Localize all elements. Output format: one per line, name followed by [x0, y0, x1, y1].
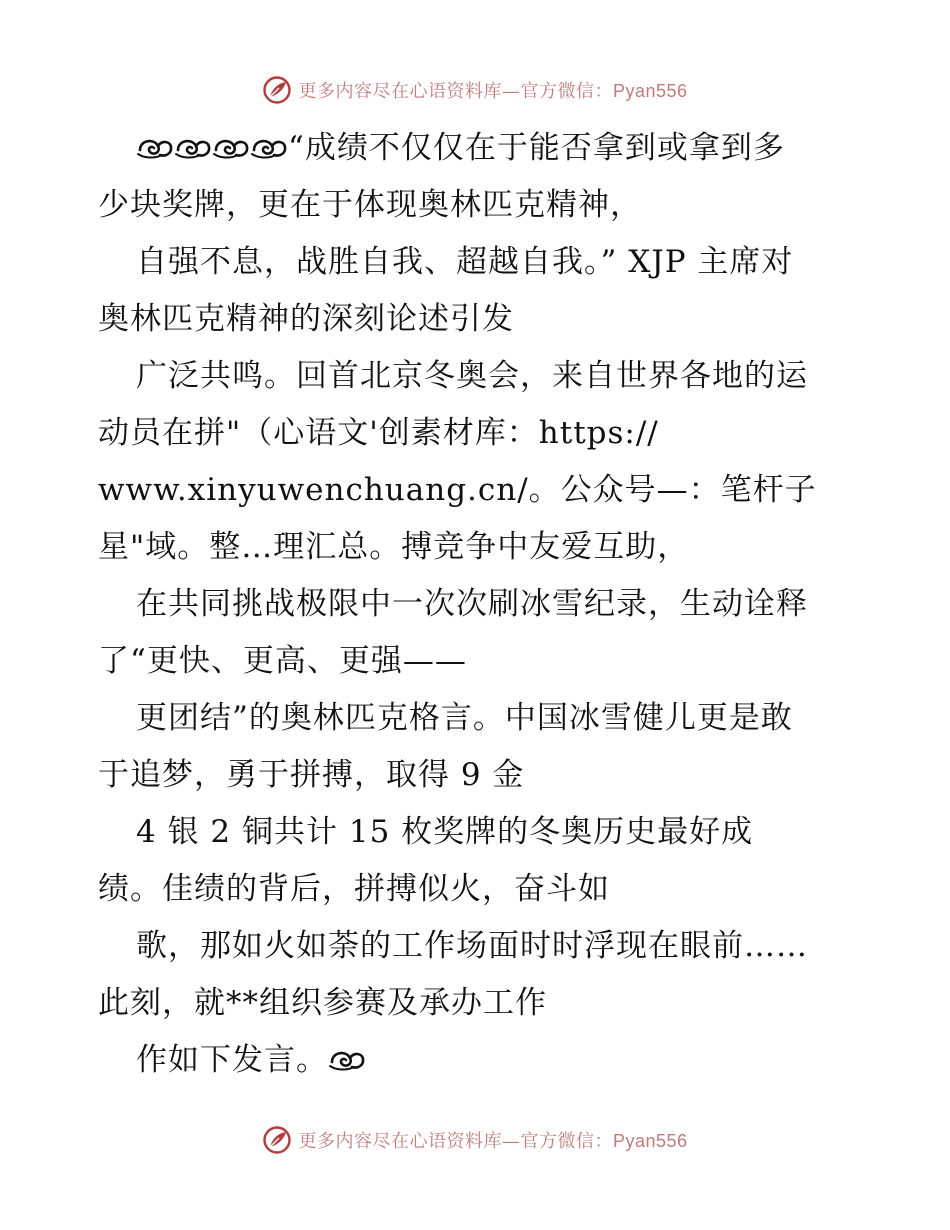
paragraph-line: 自强不息，战胜自我、超越自我。” XJP 主席对: [136, 244, 794, 280]
paragraph-line: 动员在拼"（心语文'创素材库：https://: [98, 415, 659, 451]
paragraph-line: 少块奖牌，更在于体现奥林匹克精神，: [98, 187, 642, 223]
paragraph-line: 广泛共鸣。回首北京冬奥会，来自世界各地的运: [136, 358, 808, 394]
paragraph-line: 于追梦，勇于拼搏，取得 9 金: [98, 757, 525, 793]
paragraph-line: 此刻，就**组织参赛及承办工作: [98, 985, 547, 1021]
paragraph-line: 在共同挑战极限中一次次刷冰雪纪录，生动诠释: [136, 586, 808, 622]
paragraph-line: 了“更快、更高、更强——: [98, 643, 467, 679]
fleuron-ornament-icon: [212, 136, 250, 160]
banner-text: 更多内容尽在心语资料库—官方微信：Pyan556: [298, 1131, 688, 1152]
paragraph-line: 星"域。整…理汇总。搏竞争中友爱互助，: [98, 529, 690, 565]
leaf-pen-logo-icon: [262, 1125, 292, 1155]
fleuron-ornament-icon: [174, 136, 212, 160]
paragraph-line: 奥林匹克精神的深刻论述引发: [98, 301, 514, 337]
paragraph-line: “成绩不仅仅在于能否拿到或拿到多: [98, 120, 858, 177]
paragraph-line: 歌，那如火如荼的工作场面时时浮现在眼前……: [136, 928, 808, 964]
paragraph-line: 更团结”的奥林匹克格言。中国冰雪健儿更是敢: [136, 700, 793, 736]
fleuron-ornament-icon: [328, 1048, 366, 1072]
fleuron-ornament-icon: [136, 136, 174, 160]
footer-watermark-banner: [0, 1120, 950, 1160]
banner-text: 更多内容尽在心语资料库—官方微信：Pyan556: [298, 81, 688, 102]
leaf-pen-logo-icon: [262, 75, 292, 105]
paragraph-line: 绩。佳绩的背后，拼搏似火，奋斗如: [98, 871, 610, 907]
document-body: [98, 120, 858, 1089]
header-watermark-banner: [0, 70, 950, 110]
paragraph-line: 4 银 2 铜共计 15 枚奖牌的冬奥历史最好成: [136, 814, 754, 850]
paragraph-line: 作如下发言。: [98, 1032, 858, 1089]
paragraph-line: www.xinyuwenchuang.cn/。公众号—：笔杆子: [98, 472, 817, 508]
fleuron-ornament-icon: [250, 136, 288, 160]
